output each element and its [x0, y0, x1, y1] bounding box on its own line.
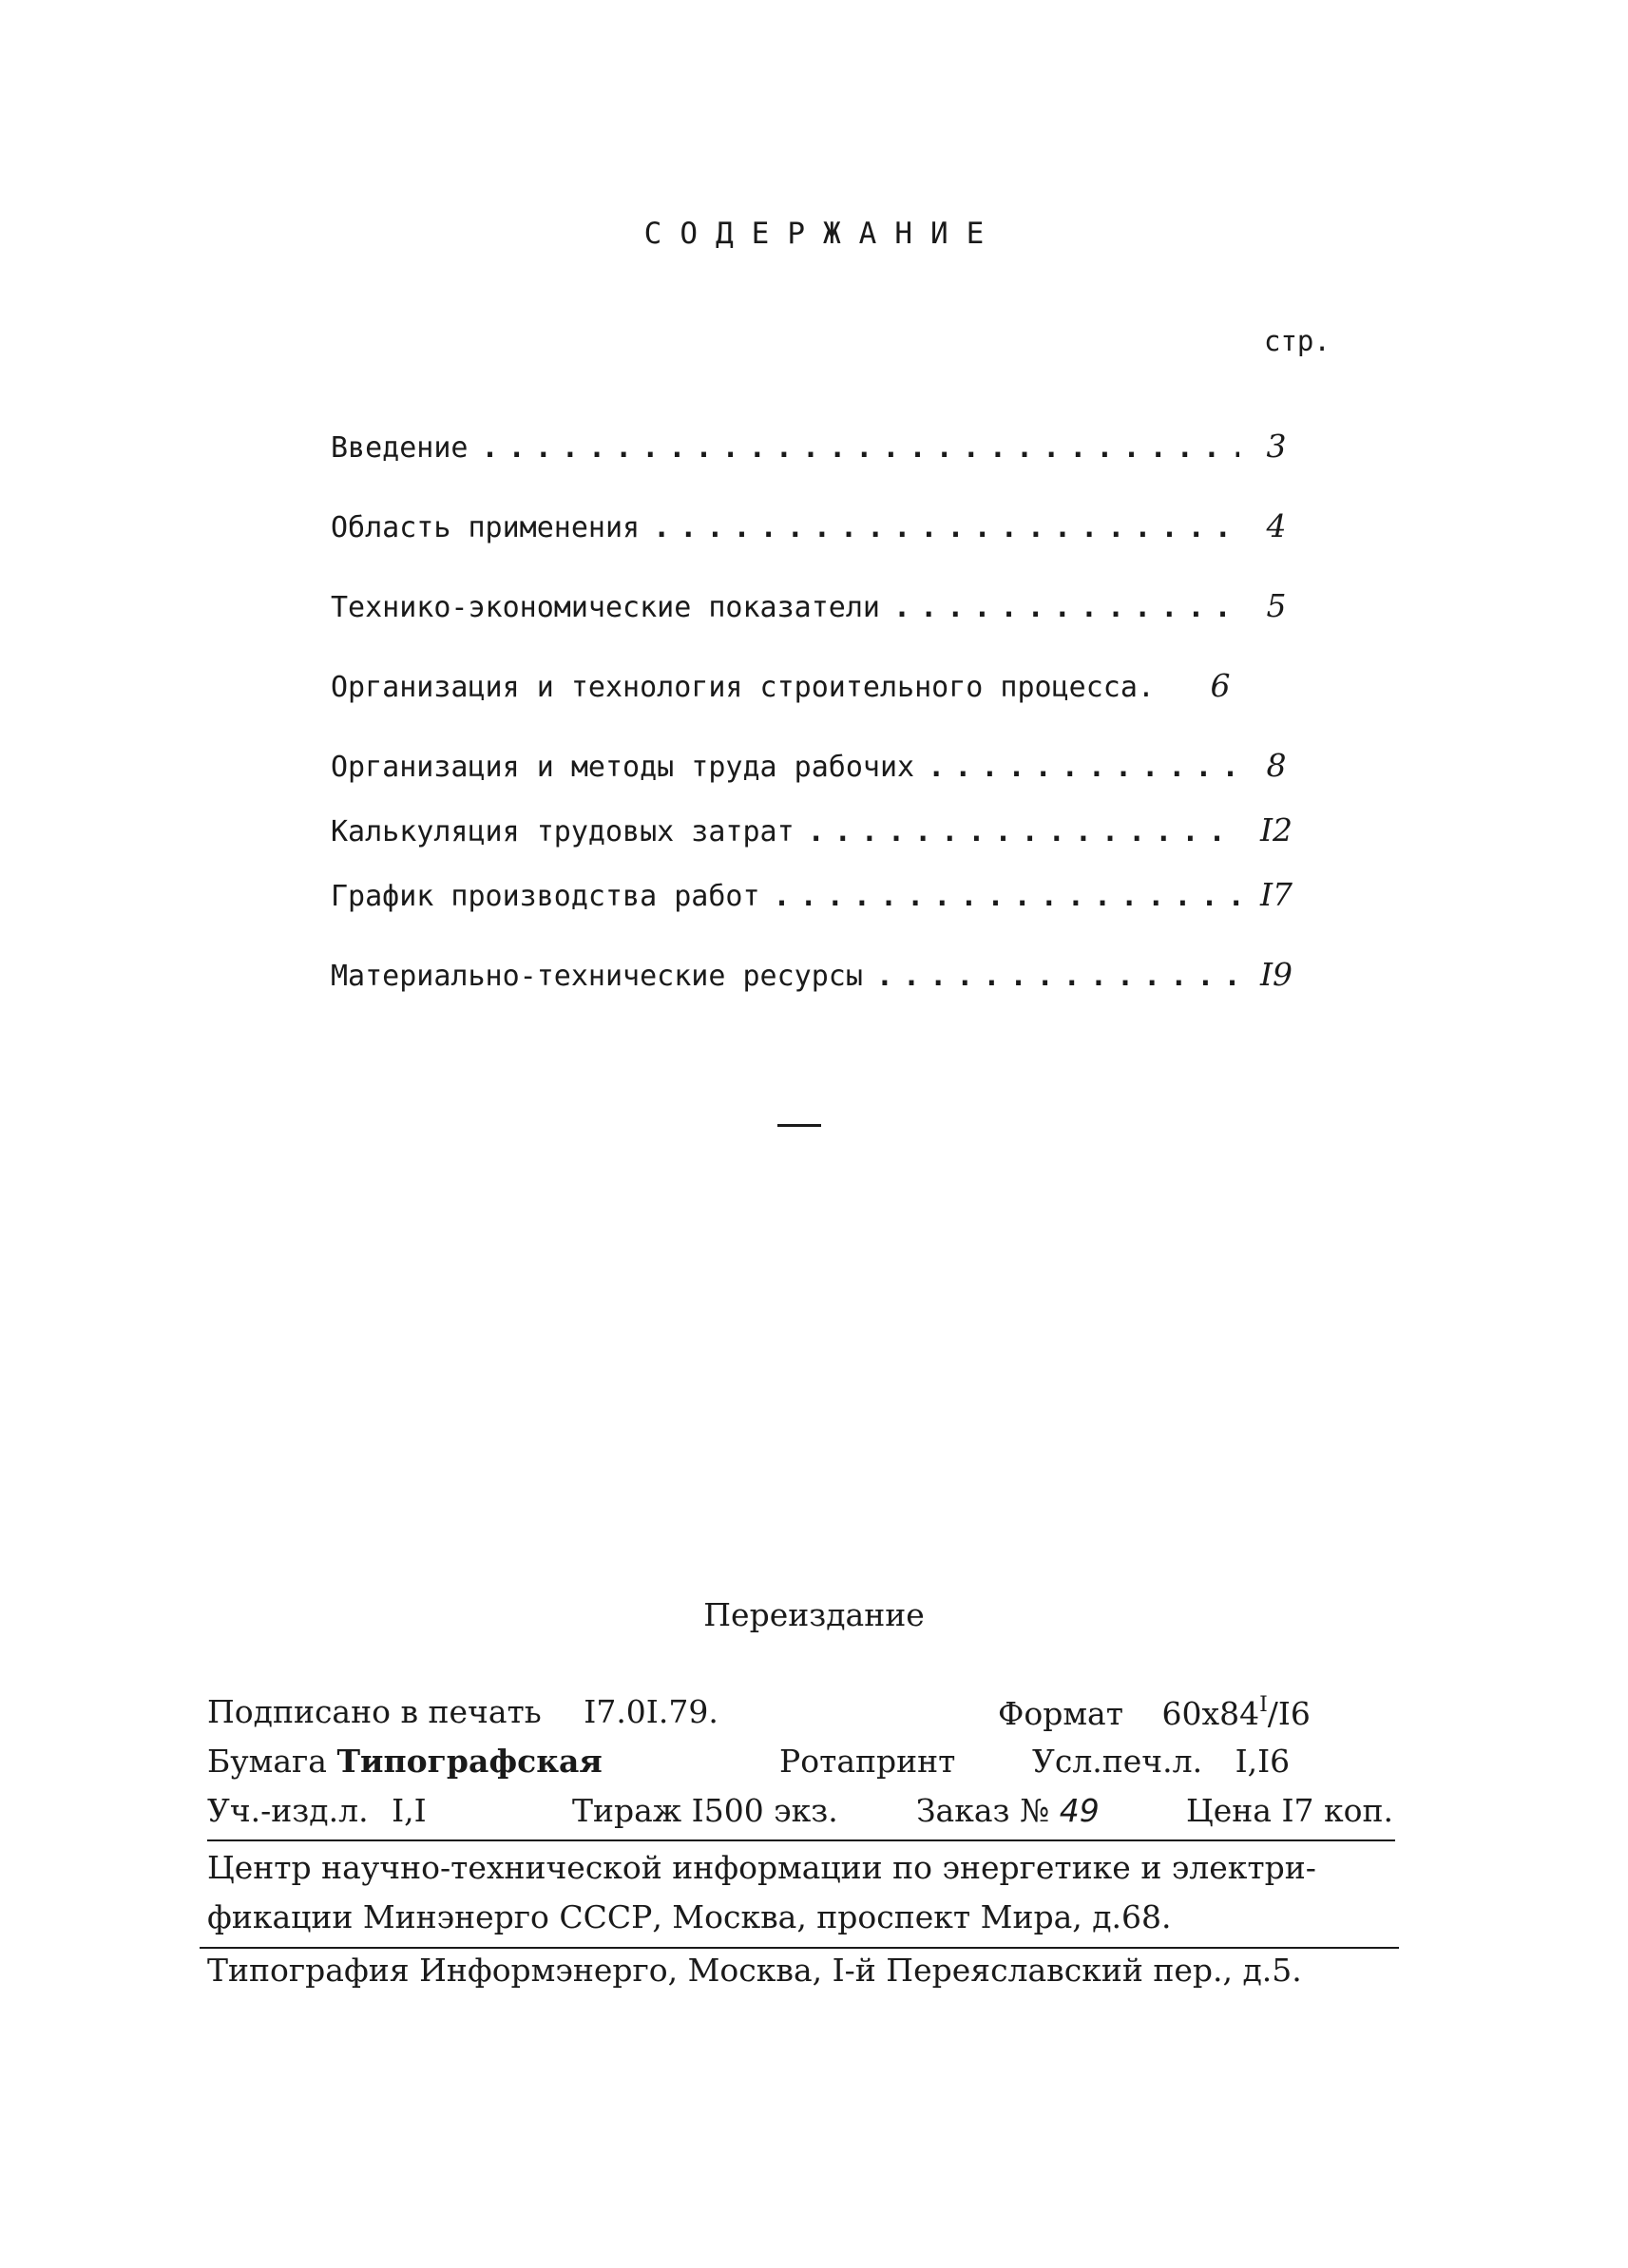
imprint-print-sheets	[1032, 1743, 1290, 1780]
imprint-rule-bottom	[200, 1947, 1399, 1949]
toc-item-page: I9	[1259, 956, 1293, 993]
format-value: 60x84	[1161, 1695, 1260, 1732]
print-method: Ротапринт	[779, 1743, 956, 1780]
toc-leader-dots	[893, 589, 1239, 627]
order-value: 49	[1059, 1792, 1100, 1829]
toc-item-page: 5	[1266, 587, 1287, 624]
format-superscript: I	[1259, 1693, 1268, 1717]
paper-label: Бумага	[207, 1743, 327, 1780]
toc-item-label: Калькуляция трудовых затрат	[331, 815, 795, 848]
toc-leader-dots	[774, 878, 1239, 916]
toc-item-label: Технико-экономические показатели	[331, 591, 880, 624]
toc-item-page: 8	[1266, 747, 1287, 784]
pub-sheets-label: Уч.-изд.л.	[207, 1792, 369, 1829]
toc-leader-dots	[482, 429, 1240, 467]
paper-value: Типографская	[336, 1743, 603, 1780]
toc-item	[331, 507, 1300, 545]
toc-item-page: I2	[1259, 811, 1293, 848]
toc-item-page: 4	[1266, 507, 1287, 544]
imprint-price	[1186, 1792, 1393, 1829]
print-sheets-label: Усл.печ.л.	[1032, 1743, 1203, 1780]
reprint-heading: Переиздание	[703, 1596, 925, 1633]
publisher-line-2: фикации Минэнерго СССР, Москва, проспект Мира, д.68.	[207, 1898, 1172, 1935]
toc-item	[331, 428, 1300, 466]
toc-item-page: 6	[1210, 667, 1231, 704]
toc-item	[331, 587, 1300, 625]
imprint-pub-sheets	[207, 1792, 427, 1829]
toc-title: СОДЕРЖАНИЕ	[643, 217, 1003, 251]
printer-line: Типография Информэнерго, Москва, I-й Переяславский пер., д.5.	[207, 1952, 1302, 1989]
imprint-line-paper	[207, 1743, 603, 1780]
signed-label: Подписано в печать	[207, 1693, 542, 1730]
print-sheets-value: I,I6	[1235, 1743, 1291, 1780]
toc-item-label: Организация и технология строительного процесса.	[331, 671, 1155, 704]
toc-item-label: Область применения	[331, 511, 641, 544]
toc-leader-dots	[653, 509, 1239, 547]
toc-leader-dots	[928, 749, 1239, 787]
section-divider-dash	[777, 1124, 821, 1127]
toc-item-label: Организация и методы труда рабочих	[331, 751, 915, 784]
imprint-order	[916, 1792, 1100, 1829]
toc-item-label: График производства работ	[331, 880, 760, 913]
imprint-run	[572, 1792, 838, 1829]
toc-item	[331, 667, 1300, 705]
toc-item	[331, 956, 1300, 994]
signed-date: I7.0I.79.	[584, 1693, 718, 1730]
run-label: Тираж	[572, 1792, 682, 1829]
toc-item-label: Введение	[331, 431, 469, 465]
format-tail: /I6	[1267, 1695, 1311, 1732]
toc-item	[331, 876, 1300, 914]
toc-item-label: Материально-технические ресурсы	[331, 960, 863, 993]
toc-item-page: I7	[1259, 876, 1293, 913]
price-label: Цена	[1186, 1792, 1272, 1829]
toc-page-column-label: стр.	[1264, 325, 1331, 357]
toc-item	[331, 747, 1300, 785]
order-label: Заказ №	[916, 1792, 1050, 1829]
imprint-rule-top	[207, 1839, 1395, 1841]
price-value: I7 коп.	[1281, 1792, 1393, 1829]
toc-leader-dots	[808, 813, 1239, 851]
toc-item-page: 3	[1266, 428, 1287, 465]
imprint-line-signed	[207, 1693, 718, 1730]
toc-leader-dots	[876, 958, 1239, 996]
imprint-format	[998, 1693, 1311, 1732]
format-label: Формат	[998, 1695, 1123, 1732]
pub-sheets-value: I,I	[392, 1792, 427, 1829]
publisher-line-1: Центр научно-технической информации по энергетике и электри-	[207, 1849, 1316, 1886]
toc-item	[331, 811, 1300, 849]
run-value: I500 экз.	[691, 1792, 838, 1829]
